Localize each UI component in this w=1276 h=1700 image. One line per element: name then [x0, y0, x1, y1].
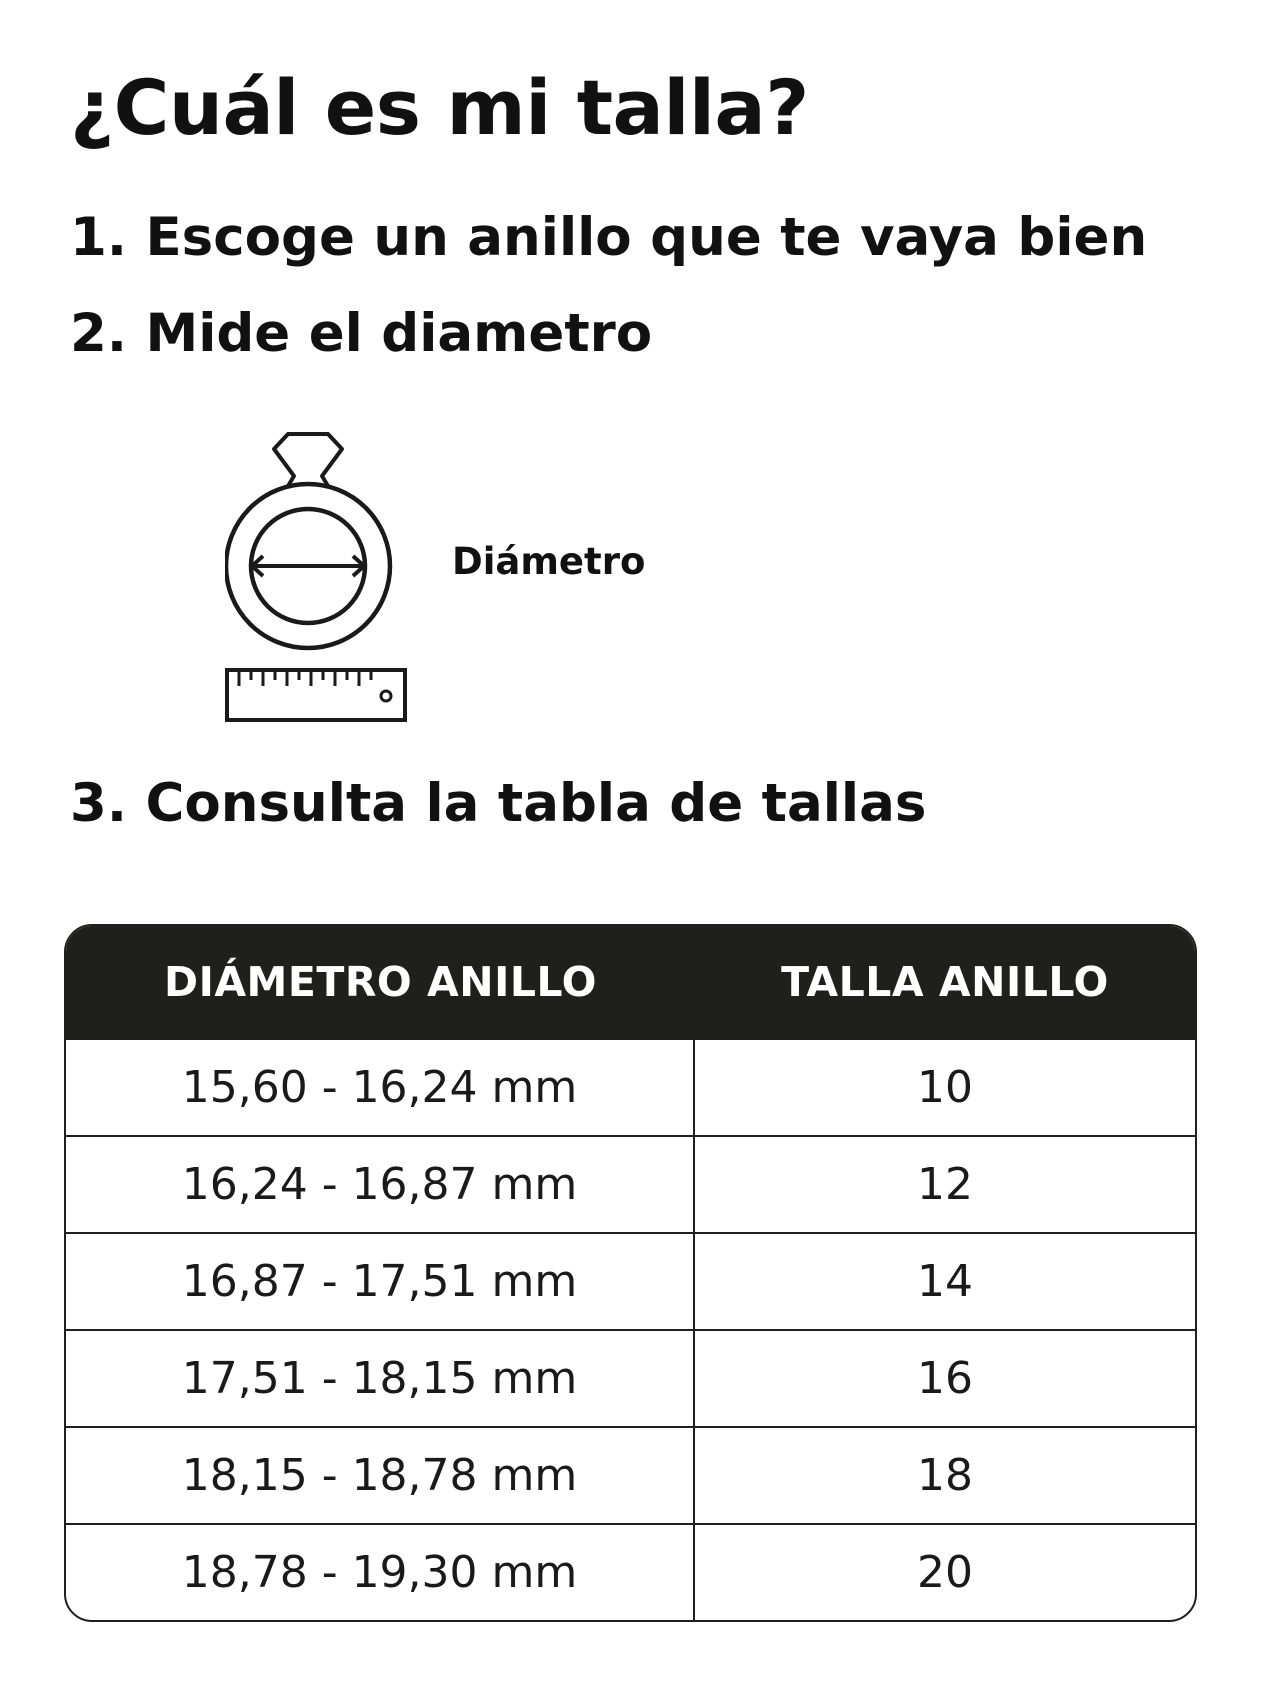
ring-measure-diagram	[225, 420, 425, 736]
step-2-heading: 2. Mide el diametro	[70, 303, 653, 364]
ruler-icon	[227, 670, 405, 720]
step-3-heading: 3. Consulta la tabla de tallas	[70, 773, 927, 834]
diameter-cell: 17,51 - 18,15 mm	[66, 1331, 695, 1426]
size-cell: 20	[917, 1547, 973, 1598]
diameter-label: Diámetro	[452, 540, 646, 583]
page-title: ¿Cuál es mi talla?	[70, 63, 809, 152]
diameter-cell: 18,15 - 18,78 mm	[66, 1428, 695, 1523]
size-cell: 12	[917, 1159, 973, 1210]
ring-diagram-svg	[225, 420, 425, 736]
table-row	[66, 1426, 1195, 1523]
table-header	[66, 926, 1195, 1038]
header-size: TALLA ANILLO	[781, 958, 1109, 1006]
header-diameter: DIÁMETRO ANILLO	[164, 958, 597, 1006]
diameter-cell: 16,87 - 17,51 mm	[66, 1234, 695, 1329]
table-row	[66, 1135, 1195, 1232]
diameter-cell: 18,78 - 19,30 mm	[66, 1525, 695, 1620]
size-cell: 18	[917, 1450, 973, 1501]
diameter-cell: 16,24 - 16,87 mm	[66, 1137, 695, 1232]
diameter-cell: 15,60 - 16,24 mm	[66, 1040, 695, 1135]
size-cell: 14	[917, 1256, 973, 1307]
step-1-heading: 1. Escoge un anillo que te vaya bien	[70, 207, 1148, 268]
table-row	[66, 1232, 1195, 1329]
table-row	[66, 1523, 1195, 1620]
size-table	[64, 924, 1197, 1622]
table-row	[66, 1329, 1195, 1426]
size-cell: 16	[917, 1353, 973, 1404]
size-cell: 10	[917, 1062, 973, 1113]
table-row	[66, 1038, 1195, 1135]
ring-icon	[226, 434, 390, 648]
